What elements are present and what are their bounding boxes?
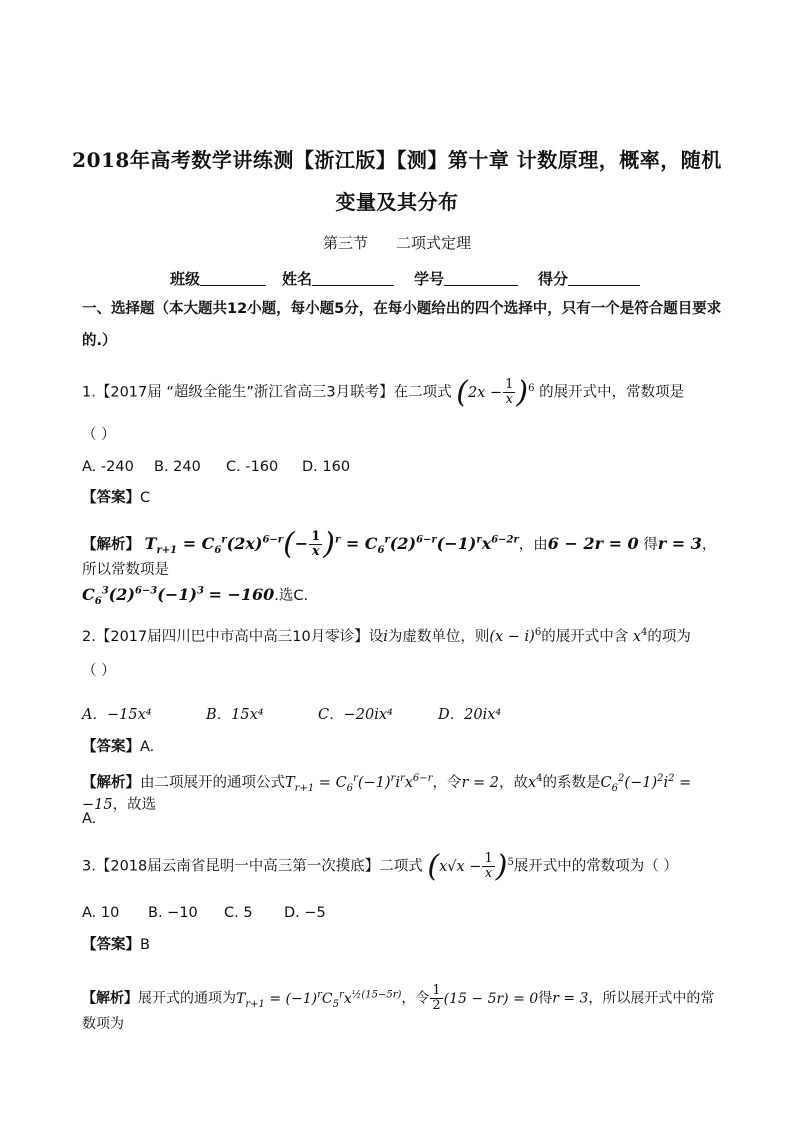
q2-blank: （ ） bbox=[82, 663, 116, 679]
q1-answer-label: 【答案】 bbox=[82, 490, 140, 506]
q1-stem bbox=[82, 374, 722, 410]
id-field bbox=[414, 268, 518, 289]
q1-analysis-result: = −160 bbox=[208, 585, 275, 604]
q3-options bbox=[82, 902, 722, 924]
q1-options bbox=[82, 456, 722, 478]
q1-analysis-get: 得 bbox=[643, 537, 658, 553]
q1-analysis-eq: 6 − 2r = 0 bbox=[547, 534, 639, 553]
q2-analysis-line2: A. bbox=[82, 811, 97, 827]
section1-heading-line2: 的.） bbox=[82, 333, 117, 349]
q1-number: 1. bbox=[82, 384, 96, 401]
q3-analysis-3: 得 bbox=[538, 990, 553, 1007]
q3-number: 3. bbox=[82, 858, 96, 875]
student-info-fields bbox=[170, 268, 650, 290]
q2-coefficient: $C_6^2(-1)^2i^2 = -15$ bbox=[82, 773, 692, 813]
q2-analysis-3: ，故 bbox=[498, 775, 528, 791]
id-label: 学号 bbox=[414, 270, 445, 288]
q1-option-a[interactable]: A. -240 bbox=[82, 459, 134, 475]
name-field bbox=[282, 268, 394, 289]
q1-answer bbox=[82, 487, 722, 509]
q3-analysis-2: ，令 bbox=[401, 990, 430, 1007]
q2-analysis-label: 【解析】 bbox=[82, 775, 140, 791]
q2-stem-3: 的展开式中含 bbox=[541, 629, 629, 645]
q1-stem-before: 在二项式 bbox=[393, 384, 452, 401]
q1-stem-after: 的展开式中，常数项是 bbox=[539, 384, 685, 401]
q2-stem-2: 为虚数单位，则 bbox=[387, 629, 490, 645]
name-label: 姓名 bbox=[282, 270, 313, 288]
q1-blank: （ ） bbox=[82, 427, 116, 443]
q1-analysis-tail: ，所以常数项是 bbox=[82, 537, 717, 578]
q1-constant-expr: $C_6^3(2)^{6-3}(-1)^3$ bbox=[82, 585, 204, 608]
q1-analysis-line2 bbox=[82, 584, 722, 607]
score-blank[interactable] bbox=[568, 271, 640, 286]
q3-answer-value: B bbox=[140, 937, 150, 953]
q2-option-a[interactable]: A．−15x⁴ bbox=[82, 707, 152, 723]
q2-answer-label: 【答案】 bbox=[82, 739, 140, 755]
q1-analysis-mid: ，由 bbox=[518, 537, 548, 553]
class-blank[interactable] bbox=[200, 271, 266, 286]
q3-binomial: (x√x − $\frac{1}{x}$ )$^5$ bbox=[427, 848, 514, 884]
q3-answer-label: 【答案】 bbox=[82, 937, 140, 953]
q1-analysis-r: r = 3 bbox=[657, 534, 702, 553]
q3-analysis-1: 展开式的通项为 bbox=[138, 990, 236, 1007]
q3-stem bbox=[82, 848, 722, 884]
q1-binomial: (2x − $\frac{1}{x}$ )$^6$ bbox=[456, 374, 535, 410]
q2-source: 【2017届四川巴中市高中高三10月零诊】 bbox=[95, 629, 369, 645]
document-title-line1: 2018年高考数学讲练测【浙江版】【测】第十章 计数原理，概率，随机 bbox=[72, 148, 722, 172]
section-name: 二项式定理 bbox=[396, 234, 472, 252]
q1-option-c[interactable]: C. -160 bbox=[226, 459, 279, 475]
q3-analysis-label: 【解析】 bbox=[82, 990, 138, 1007]
q2-number: 2. bbox=[82, 629, 96, 645]
q3-option-d[interactable]: D. −5 bbox=[284, 905, 326, 921]
document-title-line2: 变量及其分布 bbox=[335, 190, 459, 214]
name-blank[interactable] bbox=[312, 271, 394, 286]
q2-answer-value: A. bbox=[140, 739, 155, 755]
q3-source: 【2018届云南省昆明一中高三第一次摸底】 bbox=[95, 858, 380, 875]
q1-analysis-choose: .选C. bbox=[274, 588, 309, 604]
id-blank[interactable] bbox=[444, 271, 518, 286]
q2-analysis-1: 由二项展开的通项公式 bbox=[140, 775, 285, 791]
q2-stem-4: 的项为 bbox=[647, 629, 691, 645]
q2-binomial: $(x - i)^6$ bbox=[489, 627, 542, 645]
score-field bbox=[538, 268, 640, 289]
section-title bbox=[0, 232, 794, 253]
q3-general-term: $T_{r+1} = (-1)^rC_5^rx^{\frac{1}{2}(15-5r)}$ bbox=[236, 988, 402, 1010]
q1-source: 【2017届 “超级全能生”浙江省高三3月联考】 bbox=[95, 384, 394, 401]
class-label: 班级 bbox=[170, 270, 201, 288]
q1-answer-value: C bbox=[140, 490, 151, 506]
q1-general-term: $T_{r+1} = C_6^r(2x)^{6-r}(-$ $\frac{1}{x}$ )$^r = C_6^r(2)^{6-r}(-1)^rx^{6-2r}$ bbox=[144, 526, 519, 562]
q3-analysis-4: ，所以展开式中的常数项为 bbox=[82, 990, 715, 1032]
section1-heading-line1: 一、选择题（本大题共12小题，每小题5分，在每小题给出的四个选择中，只有一个是符合题目要求 bbox=[82, 301, 722, 317]
q2-analysis: 【解析】由二项展开的通项公式$T_{r+1} = C_6^r(-1)^ri^rx^{6-r}$，令r = 2，故$x^4$的系数是$C_6^2(-1)^2i^2 = -15$，故选 bbox=[82, 773, 692, 813]
q2-option-d[interactable]: D．20ix⁴ bbox=[438, 707, 502, 723]
q1-analysis bbox=[82, 526, 722, 581]
class-field bbox=[170, 268, 266, 289]
q2-analysis-4: 的系数是 bbox=[542, 775, 601, 791]
q3-analysis: 【解析】展开式的通项为$T_{r+1} = (-1)^rC_5^rx^{\frac{1}{2}(15-5r)}$，令 $\frac{1}{2}$ (15 − 5r) = 0得r = 3，所以展开式中的常数项为 bbox=[82, 983, 715, 1032]
q2-option-c[interactable]: C．−20ix⁴ bbox=[318, 707, 393, 723]
q1-option-b[interactable]: B. 240 bbox=[154, 459, 201, 475]
q2-stem: 2.【2017届四川巴中市高中高三10月零诊】设i为虚数单位，则$(x - i)^6$的展开式中含 $x^4$的项为 bbox=[82, 627, 691, 645]
q3-option-a[interactable]: A. 10 bbox=[82, 905, 120, 921]
q2-stem-1: 设 bbox=[368, 629, 384, 645]
q2-analysis-2: ，令 bbox=[432, 775, 462, 791]
q3-answer bbox=[82, 934, 722, 956]
q1-analysis-label: 【解析】 bbox=[82, 537, 140, 553]
q2-option-b[interactable]: B．15x⁴ bbox=[206, 707, 264, 723]
section-label: 第三节 bbox=[322, 234, 368, 252]
q3-stem-after: 展开式中的常数项为（ ） bbox=[513, 858, 678, 875]
q2-answer bbox=[82, 736, 722, 758]
q3-equation: $\frac{1}{2}$ (15 − 5r) = 0 bbox=[432, 983, 539, 1013]
q2-analysis-5: ，故选 bbox=[112, 797, 157, 813]
q3-stem-before: 二项式 bbox=[379, 858, 423, 875]
q2-options bbox=[82, 704, 722, 726]
q3-option-c[interactable]: C. 5 bbox=[224, 905, 253, 921]
q3-option-b[interactable]: B. −10 bbox=[148, 905, 198, 921]
score-label: 得分 bbox=[538, 270, 569, 288]
q1-option-d[interactable]: D. 160 bbox=[302, 459, 351, 475]
q2-general-term: $T_{r+1} = C_6^r(-1)^ri^rx^{6-r}$ bbox=[285, 773, 433, 794]
